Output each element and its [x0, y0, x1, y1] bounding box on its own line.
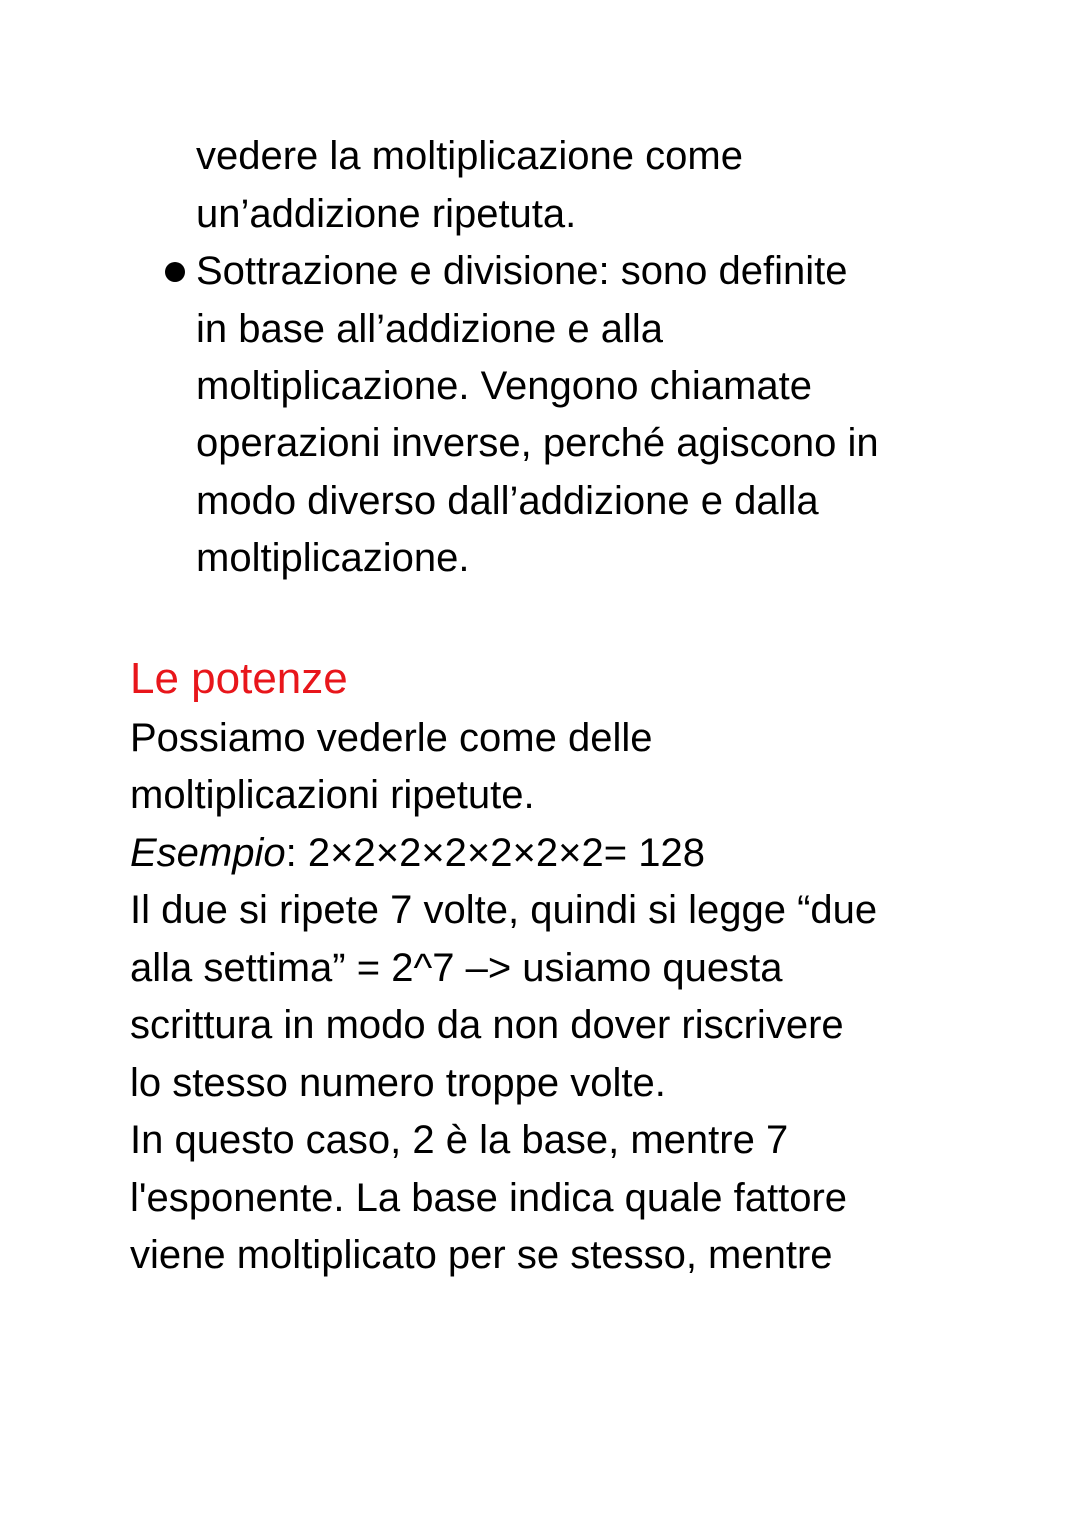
list-item-line: Sottrazione e divisione: sono definite: [196, 249, 848, 293]
list-continuation-line: vedere la moltiplicazione come: [196, 134, 743, 178]
body-line: viene moltiplicato per se stesso, mentre: [130, 1233, 833, 1277]
body-line: moltiplicazioni ripetute.: [130, 773, 535, 817]
list-item-line: moltiplicazione.: [196, 536, 470, 580]
body-line: alla settima” = 2^7 –> usiamo questa: [130, 946, 783, 990]
list-item-line: operazioni inverse, perché agiscono in: [196, 421, 879, 465]
example-label: Esempio: [130, 831, 286, 875]
body-line: Possiamo vederle come delle: [130, 716, 653, 760]
body-line: lo stesso numero troppe volte.: [130, 1061, 666, 1105]
list-item-line: moltiplicazione. Vengono chiamate: [196, 364, 812, 408]
body-line: Il due si ripete 7 volte, quindi si legge “due: [130, 888, 878, 932]
section-heading: Le potenze: [130, 654, 348, 703]
example-line: [130, 825, 705, 882]
body-line: In questo caso, 2 è la base, mentre 7: [130, 1118, 789, 1162]
list-continuation-line: un’addizione ripetuta.: [196, 192, 577, 236]
bullet-icon: [165, 262, 185, 282]
list-item-line: modo diverso dall’addizione e dalla: [196, 479, 819, 523]
body-line: l'esponente. La base indica quale fattore: [130, 1176, 848, 1220]
body-line: scrittura in modo da non dover riscrivere: [130, 1003, 844, 1047]
example-expression: : 2×2×2×2×2×2×2= 128: [285, 831, 705, 875]
list-item-line: in base all’addizione e alla: [196, 307, 663, 351]
